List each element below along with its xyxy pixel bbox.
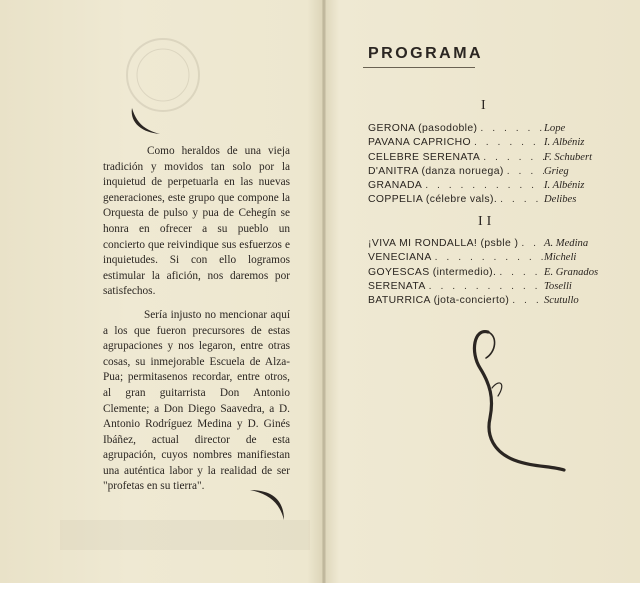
dot-leader xyxy=(496,266,544,280)
top-swash-ornament xyxy=(128,104,164,138)
composer-name: Toselli xyxy=(544,280,572,292)
piece-title: ¡VIVA MI RONDALLA! (psble ) xyxy=(368,238,519,249)
piece-title: PAVANA CAPRICHO xyxy=(368,137,471,149)
composer-name: I. Albéniz xyxy=(544,180,585,192)
part-one-numeral: I xyxy=(481,98,490,113)
dot-leader xyxy=(480,151,544,165)
list-item xyxy=(368,280,630,294)
dot-leader xyxy=(477,122,544,136)
composer-name: Lope xyxy=(544,123,566,134)
part-two-list xyxy=(368,237,630,308)
piece-title: SERENATA xyxy=(368,280,426,292)
dot-leader xyxy=(426,280,544,294)
piece-title: COPPELIA (célebre vals). xyxy=(368,194,498,206)
piece-title: D'ANITRA (danza noruega) xyxy=(368,165,504,177)
list-item xyxy=(368,193,630,207)
intro-paragraph-1: Como heraldos de una vieja tradición y movidos tan solo por la inquietud de perpetuarla en las nuevas generaciones, este grupo que compone la Orquesta de pulso y pua de Cehegín se honra en ofrecer a su pueblo un concierto que reivindique sus esfuerzos e inquietudes. Si con ello logramos estimular la afición, nos daremos por satisfechos. xyxy=(103,145,290,298)
composer-name: Delibes xyxy=(544,194,577,206)
composer-name: F. Schubert xyxy=(544,151,593,163)
composer-name: Grieg xyxy=(544,165,569,177)
dot-leader xyxy=(518,237,544,251)
dot-leader xyxy=(504,165,544,179)
dot-leader xyxy=(422,179,544,193)
list-item xyxy=(368,136,630,150)
list-item xyxy=(368,266,630,280)
programa-title: PROGRAMA xyxy=(368,45,484,62)
part-one-list xyxy=(368,122,630,208)
composer-name: Scutullo xyxy=(544,295,579,307)
dot-leader xyxy=(497,193,544,207)
composer-name: A. Medina xyxy=(544,238,589,249)
title-underline xyxy=(363,67,475,68)
piece-title: GOYESCAS (intermedio). xyxy=(368,266,497,278)
list-item xyxy=(368,122,630,136)
composer-name: I. Albéniz xyxy=(544,137,585,149)
introduction-text xyxy=(103,144,290,495)
piece-title: CELEBRE SERENATA xyxy=(368,151,481,163)
list-item xyxy=(368,151,630,165)
list-item xyxy=(368,251,630,265)
composer-name: E. Granados xyxy=(544,266,599,278)
list-item xyxy=(368,179,630,193)
flourish-ornament xyxy=(440,318,570,478)
dot-leader xyxy=(471,136,544,150)
scan-margin xyxy=(0,583,640,599)
center-fold xyxy=(322,0,326,599)
part-two-numeral: II xyxy=(478,214,496,229)
dot-leader xyxy=(432,251,544,265)
list-item xyxy=(368,237,630,251)
list-item xyxy=(368,294,630,308)
dot-leader xyxy=(509,294,544,308)
piece-title: VENECIANA xyxy=(368,252,432,264)
list-item xyxy=(368,165,630,179)
show-through-band xyxy=(60,520,310,550)
piece-title: GERONA (pasodoble) xyxy=(368,123,478,134)
piece-title: BATURRICA (jota-concierto) xyxy=(368,295,510,307)
piece-title: GRANADA xyxy=(368,180,423,192)
composer-name: Micheli xyxy=(544,252,577,264)
intro-paragraph-2: Sería injusto no mencionar aquí a los que fueron precursores de estas agrupaciones y nos legaron, entre otras cosas, su inmejorable Escuela de Alza-Pua; permitasenos recordar, entre otros, al gran guitarrista Don Antonio Clemente; a Don Diego Saavedra, a D. Antonio Rodríguez Medina y D. Ginés Ibáñez, actual director de esta agrupación, cuyos nombres manifiestan una auténtica labor y la realidad de ser "profetas en su tierra". xyxy=(103,308,290,493)
